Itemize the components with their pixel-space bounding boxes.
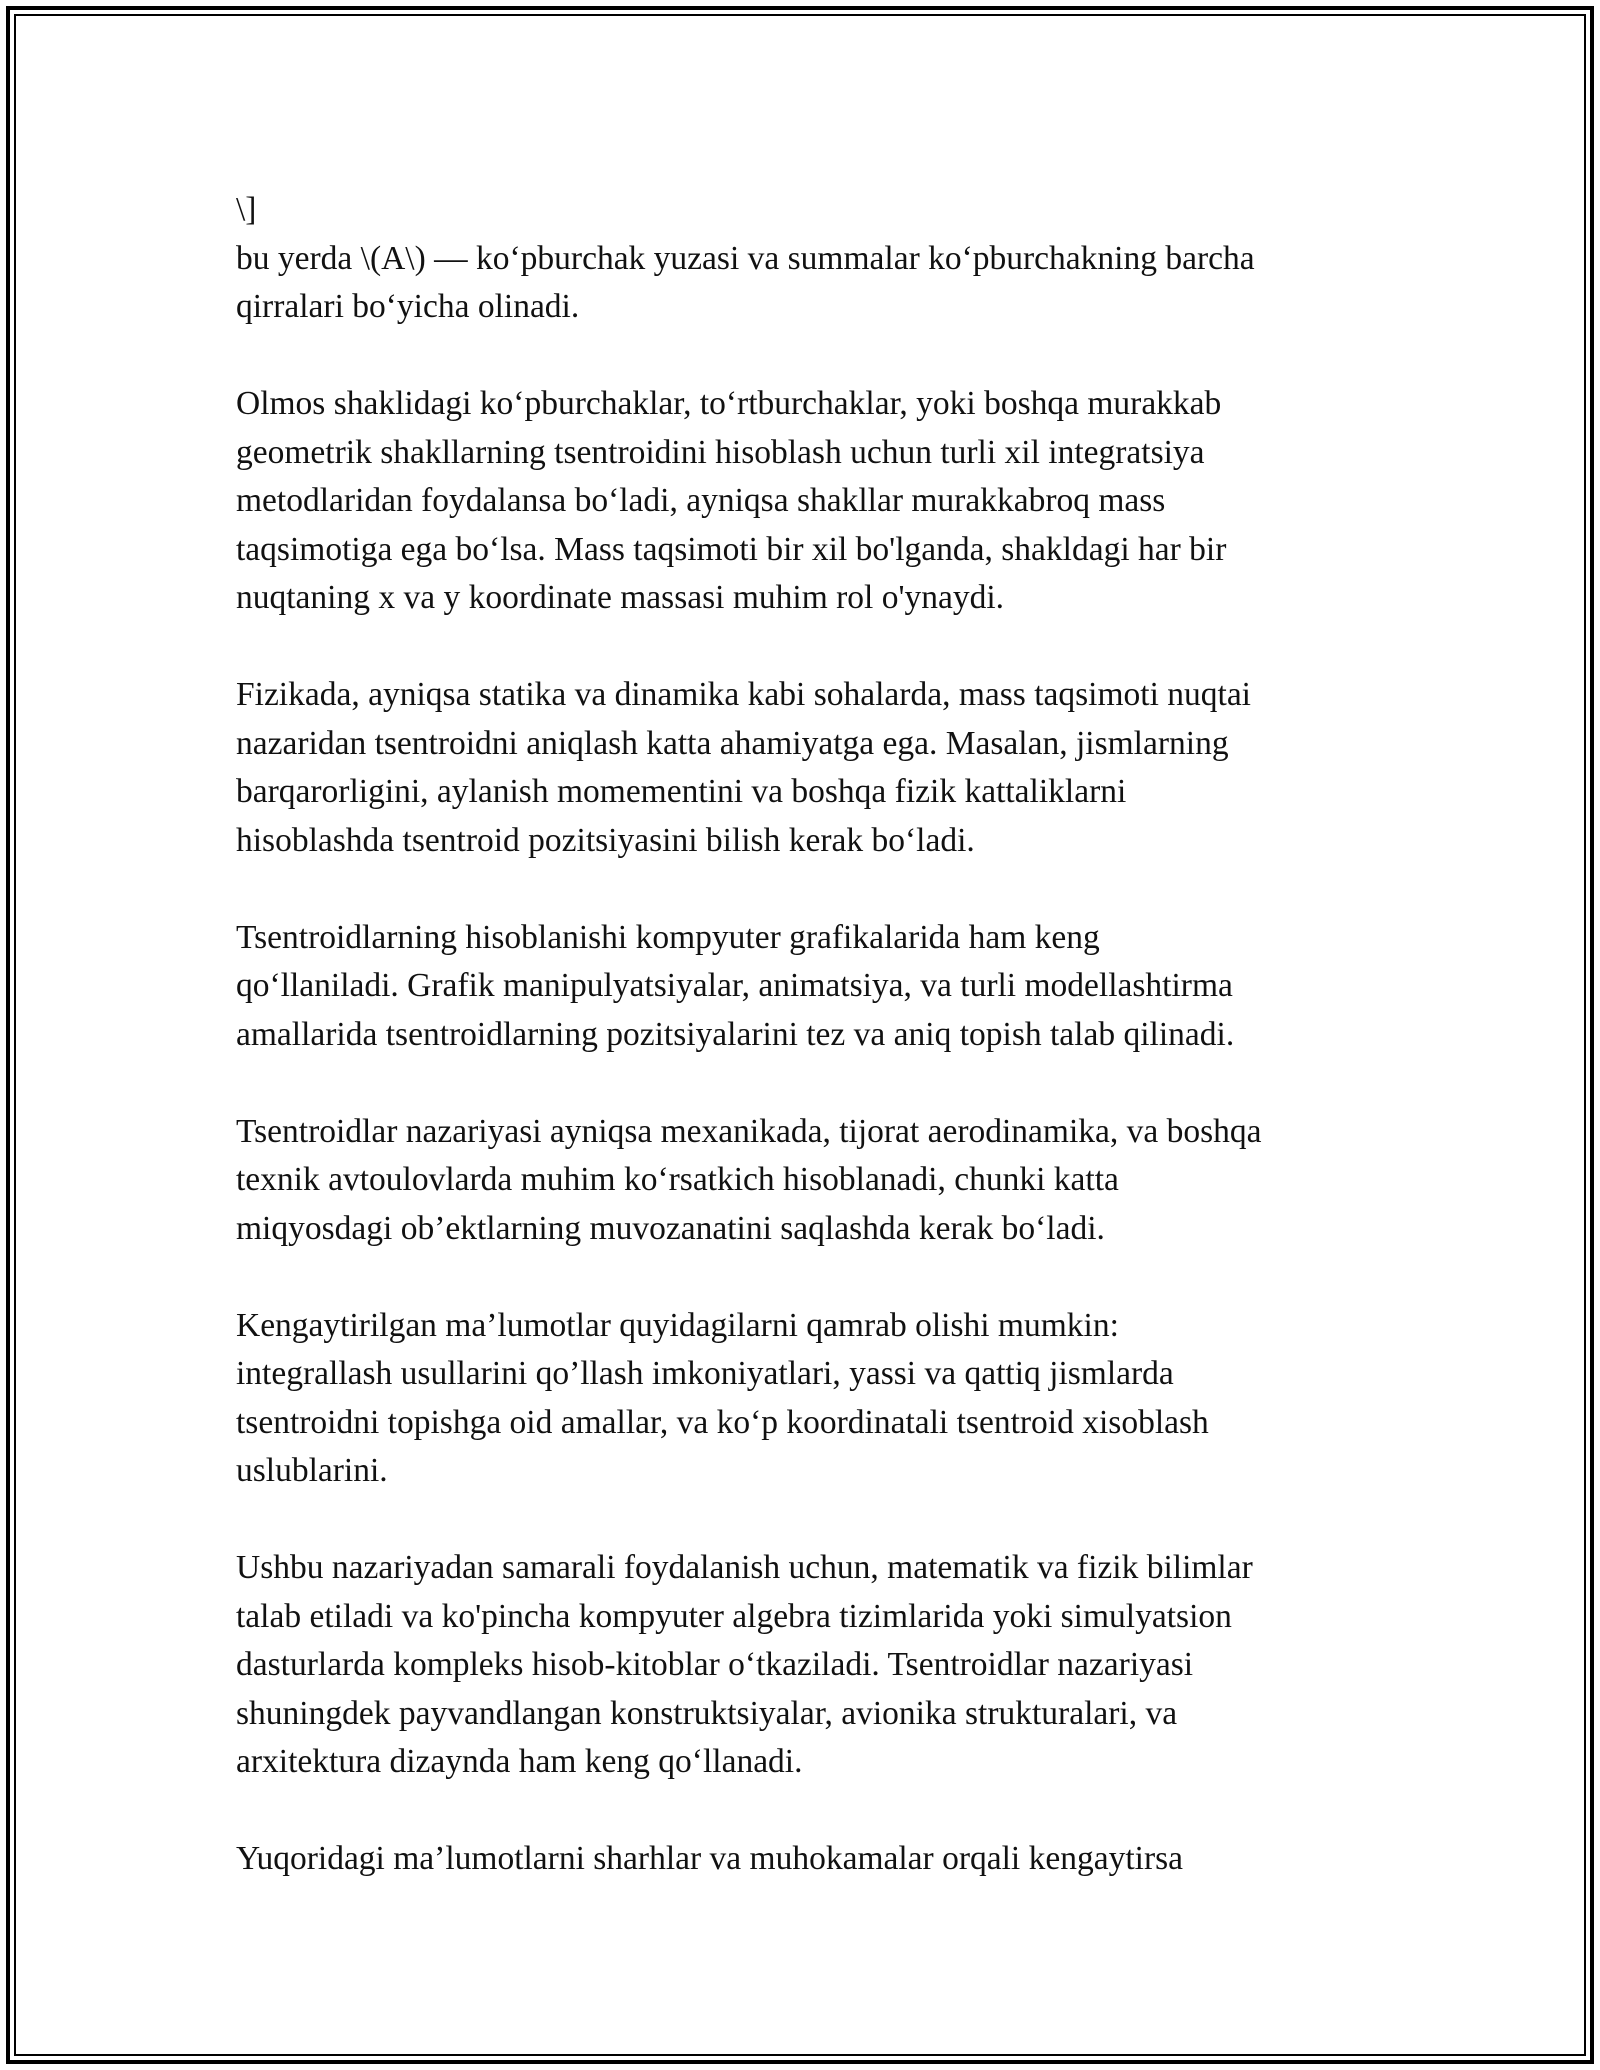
document-body [236, 186, 1376, 1932]
text-line: metodlaridan foydalansa bo‘ladi, ayniqsa shakllar murakkabroq mass [236, 482, 1166, 519]
paragraph-1 [236, 186, 1376, 332]
paragraph-3 [236, 671, 1376, 865]
text-line: Tsentroidlarning hisoblanishi kompyuter grafikalarida ham keng [236, 918, 1100, 956]
text-line: \] [236, 191, 257, 228]
text-line: uslublarini. [236, 1452, 388, 1489]
text-line: integrallash usullarini qo’llash imkoniyatlari, yassi va qattiq jismlarda [236, 1355, 1174, 1392]
text-line: tsentroidni topishga oid amallar, va ko‘p koordinatali tsentroid xisoblash [236, 1403, 1209, 1441]
paragraph-5 [236, 1108, 1376, 1254]
text-line: Tsentroidlar nazariyasi ayniqsa mexanikada, tijorat aerodinamika, va boshqa [236, 1112, 1262, 1150]
text-line: Fizikada, ayniqsa statika va dinamika kabi sohalarda, mass taqsimoti nuqtai [236, 676, 1251, 713]
text-line: miqyosdagi ob’ektlarning muvozanatini saqlashda kerak bo‘ladi. [236, 1209, 1105, 1247]
text-line: qirralari bo‘yicha olinadi. [236, 288, 580, 325]
text-line: hisoblashda tsentroid pozitsiyasini bilish kerak bo‘ladi. [236, 821, 975, 859]
text-line: amallarida tsentroidlarning pozitsiyalarini tez va aniq topish talab qilinadi. [236, 1015, 1235, 1053]
paragraph-7 [236, 1544, 1376, 1787]
text-line: Kengaytirilgan ma’lumotlar quyidagilarni qamrab olishi mumkin: [236, 1306, 1119, 1344]
paragraph-8 [236, 1835, 1376, 1884]
text-line: taqsimotiga ega bo‘lsa. Mass taqsimoti bir xil bo'lganda, shakldagi har bir [236, 530, 1227, 568]
text-line: shuningdek payvandlangan konstruktsiyalar, avionika strukturalari, va [236, 1694, 1178, 1732]
text-line: arxitektura dizaynda ham keng qo‘llanadi. [236, 1743, 803, 1780]
text-line: geometrik shakllarning tsentroidini hisoblash uchun turli xil integratsiya [236, 433, 1205, 471]
paragraph-2 [236, 380, 1376, 623]
paragraph-6 [236, 1302, 1376, 1496]
paragraph-4 [236, 914, 1376, 1060]
text-line: bu yerda \(A\) — ko‘pburchak yuzasi va summalar ko‘pburchakning barcha [236, 239, 1255, 277]
text-line: nuqtaning x va y koordinate massasi muhim rol o'ynaydi. [236, 579, 1005, 616]
text-line: dasturlarda kompleks hisob-kitoblar o‘tkaziladi. Tsentroidlar nazariyasi [236, 1646, 1194, 1683]
text-line: texnik avtoulovlarda muhim ko‘rsatkich hisoblanadi, chunki katta [236, 1161, 1119, 1198]
text-line: barqarorligini, aylanish momementini va boshqa fizik kattaliklarni [236, 773, 1127, 810]
text-line: Yuqoridagi ma’lumotlarni sharhlar va muhokamalar orqali kengaytirsa [236, 1840, 1184, 1877]
text-line: talab etiladi va ko'pincha kompyuter algebra tizimlarida yoki simulyatsion [236, 1597, 1232, 1635]
text-line: Olmos shaklidagi ko‘pburchaklar, to‘rtburchaklar, yoki boshqa murakkab [236, 385, 1222, 422]
text-line: qo‘llaniladi. Grafik manipulyatsiyalar, animatsiya, va turli modellashtirma [236, 967, 1233, 1004]
text-line: nazaridan tsentroidni aniqlash katta ahamiyatga ega. Masalan, jismlarning [236, 724, 1229, 762]
text-line: Ushbu nazariyadan samarali foydalanish uchun, matematik va fizik bilimlar [236, 1549, 1253, 1586]
